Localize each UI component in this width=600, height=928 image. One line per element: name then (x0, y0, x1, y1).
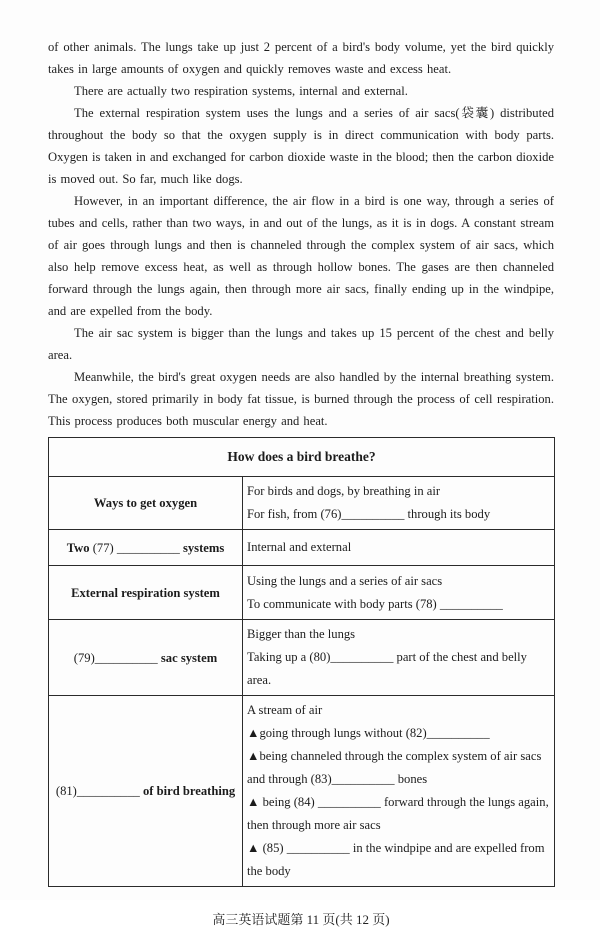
cell-breathing-blank-81 (49, 696, 243, 887)
cell-heading-text: External respiration system (71, 585, 220, 600)
detail-line-blank-78: To communicate with body parts (78) __________ (247, 596, 503, 611)
detail-line: For birds and dogs, by breathing in air (247, 484, 441, 498)
cell-text-bold: systems (182, 540, 225, 555)
cell-two-systems-blank-77 (49, 530, 243, 566)
cell-text-bold: of bird breathing (142, 784, 236, 798)
cell-external-respiration (49, 566, 243, 620)
cell-text-bold: sac system (160, 650, 218, 665)
cell-text-blank: (81)__________ (55, 784, 143, 798)
cell-two-systems-details (243, 530, 555, 566)
cell-breathing-details (243, 696, 555, 887)
paragraph-two-systems: There are actually two respiration systems, internal and external. (74, 84, 408, 98)
paragraph-external-system: The external respiration system uses the lungs and a series of air sacs(袋囊) distributed throughout the body so that the oxygen supply is in direct communication with body parts. Oxygen is taken in and exchanged for carbon dioxide waste in the blood; then the carbon dioxide is moved out. So far, much like dogs. (48, 106, 554, 186)
cell-heading-text: Ways to get oxygen (93, 496, 198, 510)
paragraph-air-sac-size: The air sac system is bigger than the lungs and takes up 15 percent of the chest and belly area. (48, 326, 554, 362)
cell-text-bold: Two (66, 540, 90, 555)
paragraph-internal-system: Meanwhile, the bird's great oxygen needs are also handled by the internal breathing system. The oxygen, stored primarily in body fat tissue, is burned through the process of cell respiration. This process produces both muscular energy and heat. (48, 370, 554, 428)
table-title-row (49, 438, 555, 477)
cell-external-details (243, 566, 555, 620)
cell-text-blank: (79)__________ (73, 650, 161, 665)
table-title: How does a bird breathe? (49, 438, 555, 477)
row-sac-system (49, 620, 555, 696)
row-external-respiration (49, 566, 555, 620)
cell-sac-system-blank-79 (49, 620, 243, 696)
paragraph-continuation: of other animals. The lungs take up just 2 percent of a bird's body volume, yet the bird quickly takes in large amounts of oxygen and quickly removes waste and excess heat. (48, 40, 554, 76)
detail-line: Using the lungs and a series of air sacs (247, 573, 443, 588)
detail-line-blank-85: ▲ (85) __________ in the windpipe and are expelled from the body (247, 841, 545, 878)
cell-ways-details (243, 477, 555, 530)
detail-line-blank-83: ▲being channeled through the complex system of air sacs and through (83)__________ bones (247, 749, 542, 786)
paragraph-airflow-difference: However, in an important difference, the air flow in a bird is one way, through a series of tubes and cells, rather than two ways, in and out of the lungs, as it is in dogs. A constant stream of air goes through lungs and then is channeled through the complex system of air sacs, which also help remove excess heat, as well as through hollow bones. The gases are then channeled forward through the lungs again, then through more air sacs, finally ending up in the windpipe, and are expelled from the body. (48, 194, 554, 318)
detail-line-blank-80: Taking up a (80)__________ part of the chest and belly area. (247, 650, 527, 687)
cell-text-blank: (77) __________ (89, 540, 183, 555)
reading-passage (48, 36, 554, 432)
page-footer: 高三英语试题第 11 页(共 12 页) (212, 912, 390, 927)
row-bird-breathing-process (49, 696, 555, 887)
detail-line-blank-84: ▲ being (84) __________ forward through the lungs again, then through more air sacs (247, 795, 549, 832)
detail-line-blank-82: ▲going through lungs without (82)__________ (247, 726, 490, 740)
detail-line: Internal and external (247, 540, 352, 554)
page-content (48, 36, 554, 928)
row-ways-to-get-oxygen (49, 477, 555, 530)
detail-line: Bigger than the lungs (247, 627, 356, 641)
row-two-systems (49, 530, 555, 566)
cell-sac-system-details (243, 620, 555, 696)
detail-line: A stream of air (247, 703, 323, 717)
detail-line-blank-76: For fish, from (76)__________ through its body (247, 507, 491, 521)
cell-ways-to-get-oxygen (49, 477, 243, 530)
summary-table (48, 437, 555, 887)
